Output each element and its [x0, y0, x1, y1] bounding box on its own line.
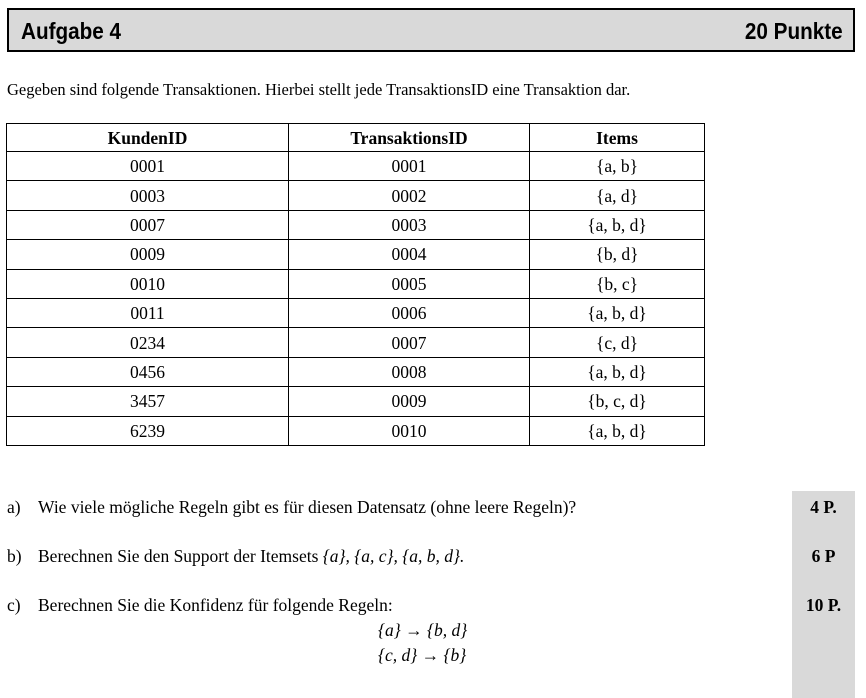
task-points: 20 Punkte — [745, 18, 843, 44]
column-header-kunden-id: KundenID — [7, 124, 289, 152]
table-row — [7, 240, 705, 269]
question-b-letter: b) — [7, 546, 22, 566]
cell-items: {a, b, d} — [530, 298, 705, 327]
table-row — [7, 298, 705, 327]
table-row — [7, 387, 705, 416]
cell-kunden-id: 0001 — [7, 152, 289, 181]
cell-kunden-id: 0011 — [7, 298, 289, 327]
question-a-letter: a) — [7, 497, 21, 517]
cell-kunden-id: 0456 — [7, 357, 289, 386]
cell-transaktions-id: 0004 — [289, 240, 530, 269]
question-c-points: 10 P. — [805, 595, 842, 615]
table-header-row — [7, 124, 705, 152]
cell-transaktions-id: 0009 — [289, 387, 530, 416]
task-title: Aufgabe 4 — [21, 18, 122, 44]
cell-kunden-id: 3457 — [7, 387, 289, 416]
cell-items: {a, b, d} — [530, 416, 705, 445]
cell-transaktions-id: 0002 — [289, 181, 530, 210]
table-row — [7, 416, 705, 445]
question-a-text: Wie viele mögliche Regeln gibt es für diesen Datensatz (ohne leere Regeln)? — [38, 497, 577, 517]
cell-transaktions-id: 0008 — [289, 357, 530, 386]
table-row — [7, 357, 705, 386]
cell-transaktions-id: 0005 — [289, 269, 530, 298]
cell-kunden-id: 0010 — [7, 269, 289, 298]
cell-items: {a, b, d} — [530, 357, 705, 386]
cell-transaktions-id: 0001 — [289, 152, 530, 181]
table-row — [7, 328, 705, 357]
transactions-table — [6, 123, 705, 446]
cell-items: {a, b} — [530, 152, 705, 181]
column-header-items: Items — [530, 124, 705, 152]
cell-kunden-id: 0234 — [7, 328, 289, 357]
table-row — [7, 152, 705, 181]
column-header-transaktions-id: TransaktionsID — [289, 124, 530, 152]
cell-items: {a, b, d} — [530, 210, 705, 239]
cell-kunden-id: 6239 — [7, 416, 289, 445]
cell-items: {a, d} — [530, 181, 705, 210]
cell-items: {c, d} — [530, 328, 705, 357]
rule-2-formula: {c, d} → {b} — [378, 645, 467, 665]
cell-transaktions-id: 0003 — [289, 210, 530, 239]
task-header — [7, 8, 855, 52]
cell-items: {b, c} — [530, 269, 705, 298]
table-row — [7, 181, 705, 210]
question-b-text: Berechnen Sie den Support der Itemsets — [38, 546, 319, 566]
cell-items: {b, c, d} — [530, 387, 705, 416]
rule-1-formula: {a} → {b, d} — [378, 620, 468, 640]
cell-items: {b, d} — [530, 240, 705, 269]
question-c-letter: c) — [7, 595, 21, 615]
intro-text: Gegeben sind folgende Transaktionen. Hierbei stellt jede TransaktionsID eine Transaktion dar. — [7, 80, 631, 99]
cell-transaktions-id: 0006 — [289, 298, 530, 327]
cell-transaktions-id: 0007 — [289, 328, 530, 357]
question-b-points: 6 P — [811, 546, 836, 566]
question-a-points: 4 P. — [810, 497, 837, 517]
cell-kunden-id: 0003 — [7, 181, 289, 210]
question-b-itemsets: {a}, {a, c}, {a, b, d}. — [322, 546, 465, 566]
question-c-text: Berechnen Sie die Konfidenz für folgende Regeln: — [38, 595, 393, 615]
question-b-line — [38, 545, 464, 567]
cell-transaktions-id: 0010 — [289, 416, 530, 445]
cell-kunden-id: 0007 — [7, 210, 289, 239]
table-row — [7, 269, 705, 298]
table-row — [7, 210, 705, 239]
cell-kunden-id: 0009 — [7, 240, 289, 269]
